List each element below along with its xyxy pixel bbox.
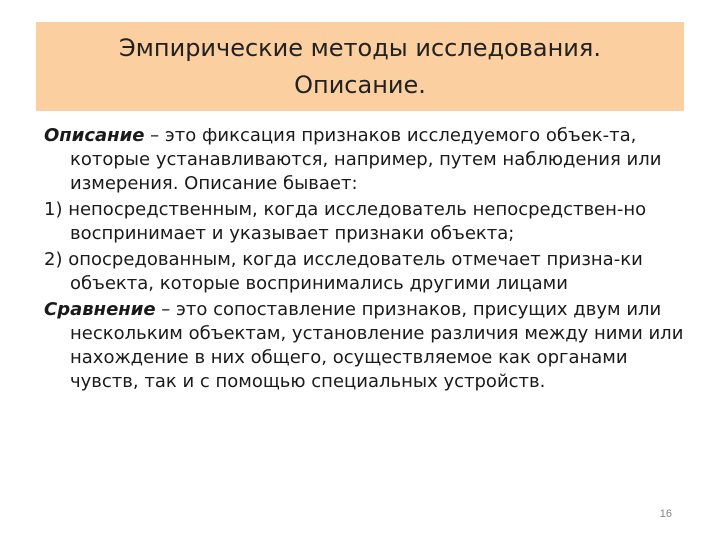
page-number: 16 (659, 508, 672, 520)
paragraph-description (44, 124, 684, 196)
paragraph-comparison (44, 298, 684, 394)
slide-title-line-1: Эмпирические методы исследования. (119, 33, 601, 62)
slide-title-line-2: Описание. (294, 70, 426, 99)
paragraph-direct (44, 198, 684, 246)
slide-body (44, 124, 684, 396)
term-description: Описание (44, 125, 145, 146)
paragraph-text: – это сопоставление признаков, присущих двум или нескольким объектам, установление различия между ними или нахождение в них общего, осуществляемое как органами чувств, так и с помощью специальных устройств. (70, 299, 684, 392)
paragraph-text: 2) опосредованным, когда исследователь отмечает призна-ки объекта, которые воспринимались другими лицами (44, 249, 643, 294)
slide-title (36, 22, 684, 111)
paragraph-text: 1) непосредственным, когда исследователь непосредствен-но воспринимает и указывает признаки объекта; (44, 199, 647, 244)
term-comparison: Сравнение (44, 299, 156, 320)
paragraph-text: – это фиксация признаков исследуемого объек-та, которые устанавливаются, например, путем наблюдения или измерения. Описание бывает: (70, 125, 662, 194)
paragraph-mediated (44, 248, 684, 296)
